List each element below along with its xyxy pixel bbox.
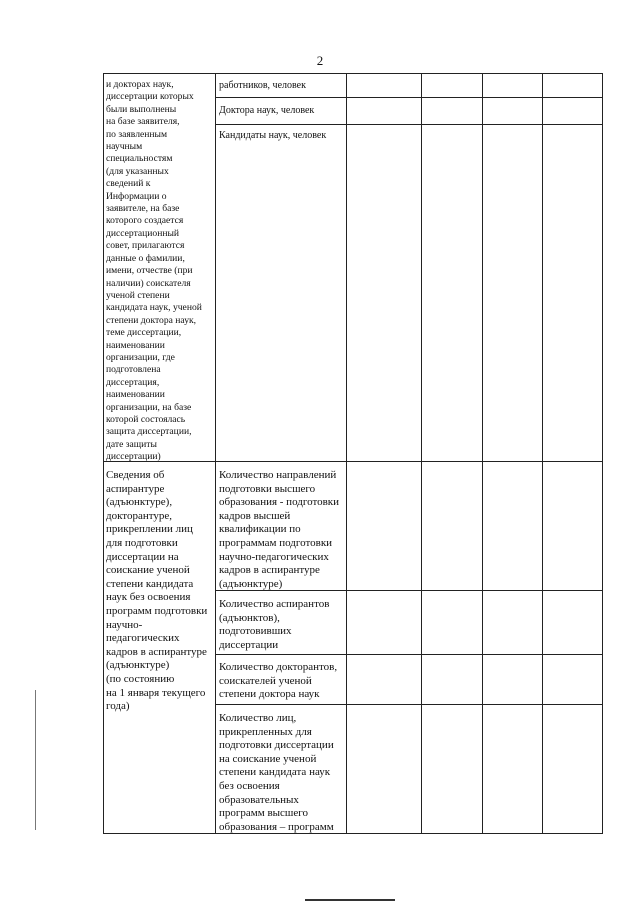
row-divider	[215, 97, 603, 98]
table-border-bottom	[103, 833, 603, 834]
group1-indicator-doctors: Доктора наук, человек	[219, 105, 315, 116]
table-border-left	[103, 73, 104, 834]
table-col-divider	[542, 73, 543, 834]
table-border-right	[602, 73, 603, 834]
group2-description: Сведения об аспирантуре (адъюнктуре), докторантуре, прикреплении лиц для подготовки диссертации на соискание ученой степени кандидата наук без освоения программ подготовки научно- педагогических кадров в аспирантуре (адъюнктуре) (по состоянию на 1 января текущего года)	[106, 469, 208, 713]
group1-indicator-workers: работников, человек	[219, 80, 306, 91]
table-col-divider	[215, 73, 216, 834]
table-col-divider	[346, 73, 347, 834]
group2-indicator-doctoral: Количество докторантов, соискателей ученой степени доктора наук	[219, 661, 338, 701]
group2-indicator-directions: Количество направлений подготовки высшего образования - подготовки кадров высшей квалификации по программам подготовки научно-педагогических кадров в аспирантуре (адъюнктуре)	[219, 469, 340, 590]
scan-mark	[35, 690, 36, 830]
table-col-divider	[482, 73, 483, 834]
group2-indicator-postgrads: Количество аспирантов (адъюнктов), подготовивших диссертации	[219, 598, 330, 651]
group2-indicator-attached: Количество лиц, прикрепленных для подготовки диссертации на соискание ученой степени кандидата наук без освоения образовательных программ высшего образования – программ	[219, 712, 334, 833]
row-divider	[215, 654, 603, 655]
group1-description: и докторах наук, диссертации которых были выполнены на базе заявителя, по заявленным научным специальностям (для указанных сведений к Информации о заявителе, на базе которого создается диссертационный совет, прилагаются данные о фамилии, имени, отчестве (при наличии) соискателя ученой степени кандидата наук, ученой степени доктора наук, теме диссертации, наименовании организации, где подготовлена диссертация, наименовании организации, на базе которой состоялась защита диссертации, дате защиты диссертации)	[106, 79, 202, 463]
row-divider	[215, 124, 603, 125]
scan-edge-mark	[305, 899, 395, 901]
table-col-divider	[421, 73, 422, 834]
row-divider	[215, 704, 603, 705]
group1-indicator-candidates: Кандидаты наук, человек	[219, 130, 327, 141]
page-number: 2	[316, 53, 324, 68]
table-border-top	[103, 73, 603, 74]
